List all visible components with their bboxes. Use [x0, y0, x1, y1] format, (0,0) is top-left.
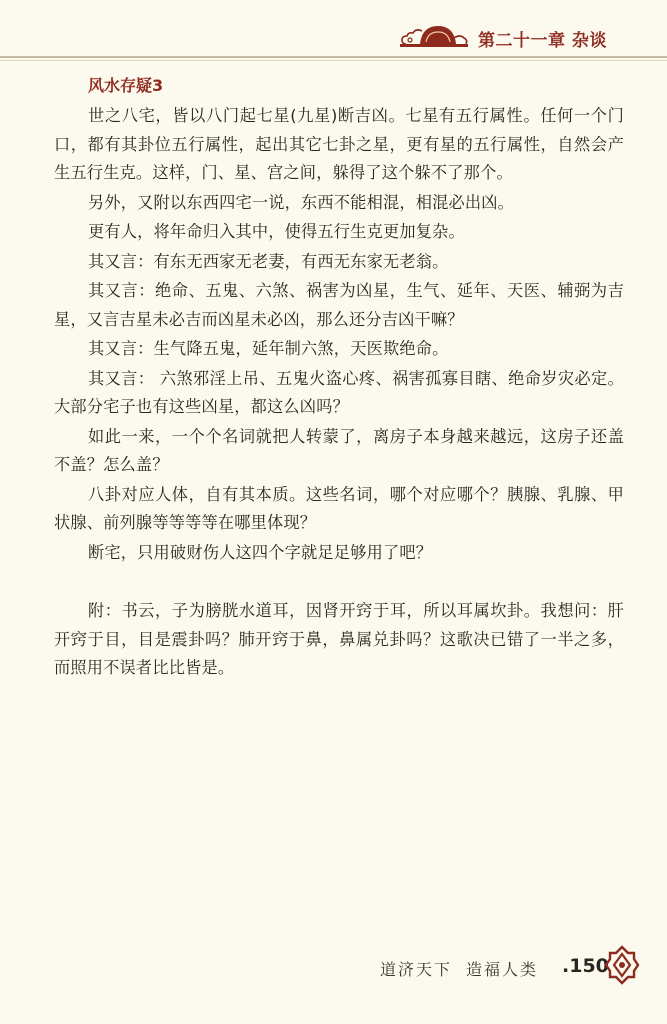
footer-slogan-part1: 道济天下	[380, 960, 453, 979]
footer-slogan	[380, 957, 538, 980]
section-title: 风水存疑3	[88, 76, 164, 95]
paragraph: 其又言：生气降五鬼，延年制六煞，天医欺绝命。	[88, 339, 449, 358]
paragraph: 更有人，将年命归入其中，使得五行生克更加复杂。	[88, 222, 465, 241]
chapter-title: 第二十一章 杂谈	[478, 31, 607, 51]
header-divider	[0, 56, 667, 58]
paragraph: 其又言：有东无西家无老妻，有西无东家无老翁。	[88, 251, 449, 271]
main-content	[54, 66, 624, 684]
knot-ornament-icon	[604, 945, 640, 987]
page-number: .150	[562, 955, 609, 977]
footer-slogan-part2: 造福人类	[466, 960, 539, 979]
appendix-paragraph: 附：书云，子为膀胱水道耳，因肾开窍于耳，所以耳属坎卦。我想问：肝开窍于目，目是震卦吗？肺开窍于鼻，鼻属兑卦吗？这歌决已错了一半之多，而照用不误者比比皆是。	[54, 601, 624, 677]
paragraph: 另外，又附以东西四宅一说，东西不能相混，相混必出凶。	[88, 192, 515, 212]
paragraph: 如此一来，一个个名词就把人转蒙了，离房子本身越来越远，这房子还盖不盖？怎么盖？	[54, 426, 624, 474]
header-divider-thin	[0, 60, 667, 61]
page-header	[0, 0, 667, 62]
cloud-ornament-icon	[398, 20, 470, 50]
paragraph: 其又言： 六煞邪淫上吊、五鬼火盗心疼、祸害孤寡目瞎、绝命岁灾必定。大部分宅子也有这些凶星，都这么凶吗？	[54, 368, 624, 416]
paragraph: 其又言：绝命、五鬼、六煞、祸害为凶星，生气、延年、天医、辅弼为吉星，又言吉星未必吉而凶星未必凶，那么还分吉凶干嘛？	[54, 281, 624, 329]
paragraph: 断宅，只用破财伤人这四个字就足足够用了吧？	[88, 542, 433, 562]
paragraph: 世之八宅，皆以八门起七星(九星)断吉凶。七星有五行属性。任何一个门口，都有其卦位五行属性，起出其它七卦之星，更有星的五行属性，自然会产生五行生克。这样，门、星、宫之间，躲得了这个躲不了那个。	[54, 106, 624, 182]
paragraph: 八卦对应人体，自有其本质。这些名词，哪个对应哪个？胰腺、乳腺、甲状腺、前列腺等等等等在哪里体现？	[54, 484, 624, 532]
